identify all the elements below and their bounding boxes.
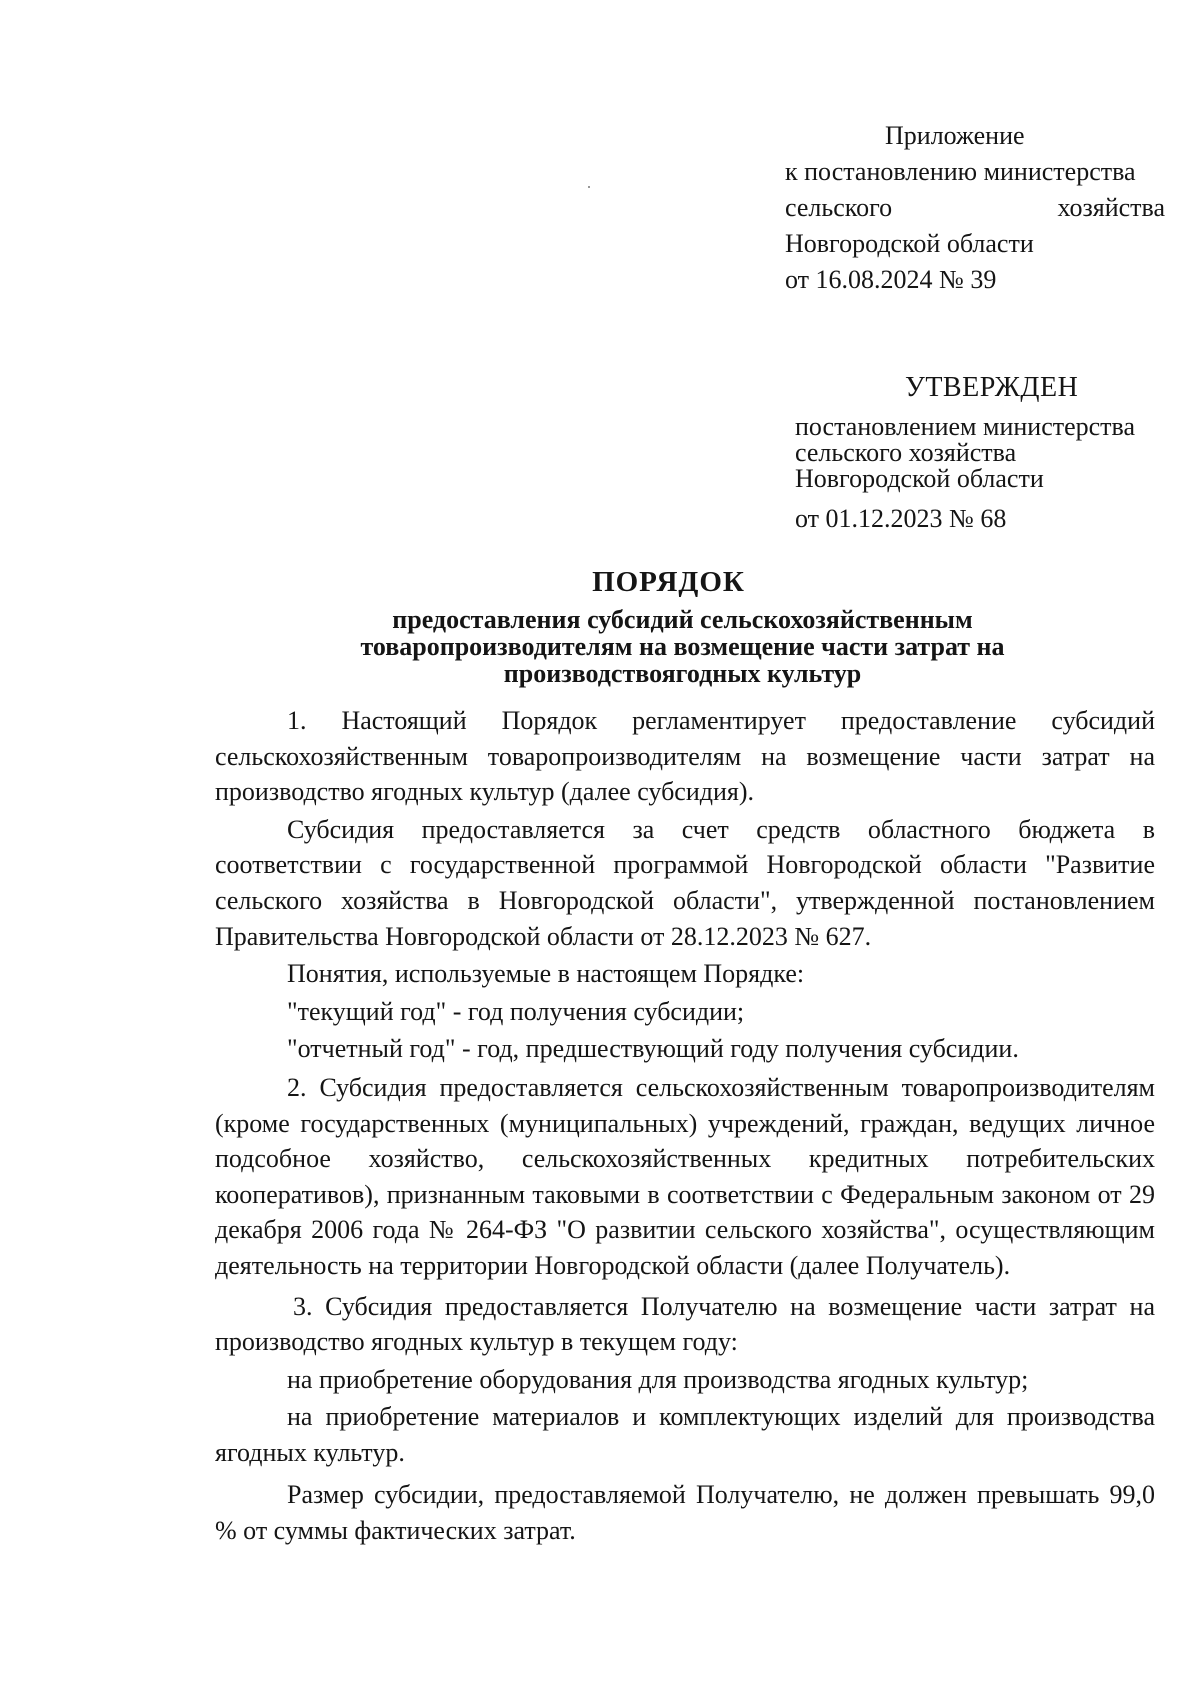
document-title-block xyxy=(200,564,1135,687)
appendix-line xyxy=(785,190,1165,226)
paragraph-6: 2. Субсидия предоставляется сельскохозяйственным товаропроизводителям (кроме государственных (муниципальных) учреждений, граждан, ведущих личное подсобное хозяйство, сельскохозяйственных кредитных потребительских кооперативов), признанным таковыми в соответствии с Федеральным законом от 29 декабря 2006 года № 264-ФЗ "О развитии сельского хозяйства", осуществляющим деятельность на территории Новгородской области (далее Получатель). xyxy=(215,1072,1155,1280)
paragraph-1: 1. Настоящий Порядок регламентирует предоставление субсидий сельскохозяйственным товаропроизводителям на возмещение части затрат на производство ягодных культур (далее субсидия). xyxy=(215,706,1155,807)
appendix-line: Новгородской области xyxy=(785,229,1034,258)
paragraph-4: "текущий год" - год получения субсидии; xyxy=(287,996,745,1026)
paragraph-7: 3. Субсидия предоставляется Получателю на возмещение части затрат на производство ягодных культур в текущем году: xyxy=(215,1291,1155,1357)
scan-speck xyxy=(588,186,590,188)
appendix-word: сельского xyxy=(785,193,893,222)
document-subtitle-line: производствоягодных культур xyxy=(503,659,862,688)
paragraph-2: Субсидия предоставляется за счет средств областного бюджета в соответствии с государственной программой Новгородской области "Развитие сельского хозяйства в Новгородской области", утвержденной постановлением Правительства Новгородской области от 28.12.2023 № 627. xyxy=(215,814,1155,951)
approval-block xyxy=(795,370,1175,534)
approval-title: УТВЕРЖДЕН xyxy=(905,372,1079,403)
approval-date: от 01.12.2023 № 68 xyxy=(795,504,1007,533)
document-body xyxy=(215,703,1155,1549)
document-subtitle-line: товаропроизводителям на возмещение части затрат на xyxy=(360,632,1005,661)
appendix-title: Приложение xyxy=(885,121,1025,150)
paragraph-9: на приобретение материалов и комплектующих изделий для производства ягодных культур. xyxy=(215,1402,1155,1467)
approval-line: Новгородской области xyxy=(795,464,1044,493)
appendix-block xyxy=(785,118,1165,298)
paragraph-5: "отчетный год" - год, предшествующий году получения субсидии. xyxy=(287,1034,1019,1064)
paragraph-10: Размер субсидии, предоставляемой Получателю, не должен превышать 99,0 % от суммы фактических затрат. xyxy=(215,1480,1155,1546)
approval-line: постановлением министерства xyxy=(795,412,1136,441)
document-title: ПОРЯДОК xyxy=(592,566,745,598)
paragraph-8: на приобретение оборудования для производства ягодных культур; xyxy=(287,1364,1029,1394)
approval-line: сельского хозяйства xyxy=(795,438,1017,467)
paragraph-3: Понятия, используемые в настоящем Порядке: xyxy=(287,959,805,989)
appendix-date: от 16.08.2024 № 39 xyxy=(785,265,997,294)
document-subtitle-line: предоставления субсидий сельскохозяйственным xyxy=(392,605,973,634)
appendix-line: к постановлению министерства xyxy=(785,157,1136,186)
appendix-word: хозяйства xyxy=(1057,193,1165,222)
